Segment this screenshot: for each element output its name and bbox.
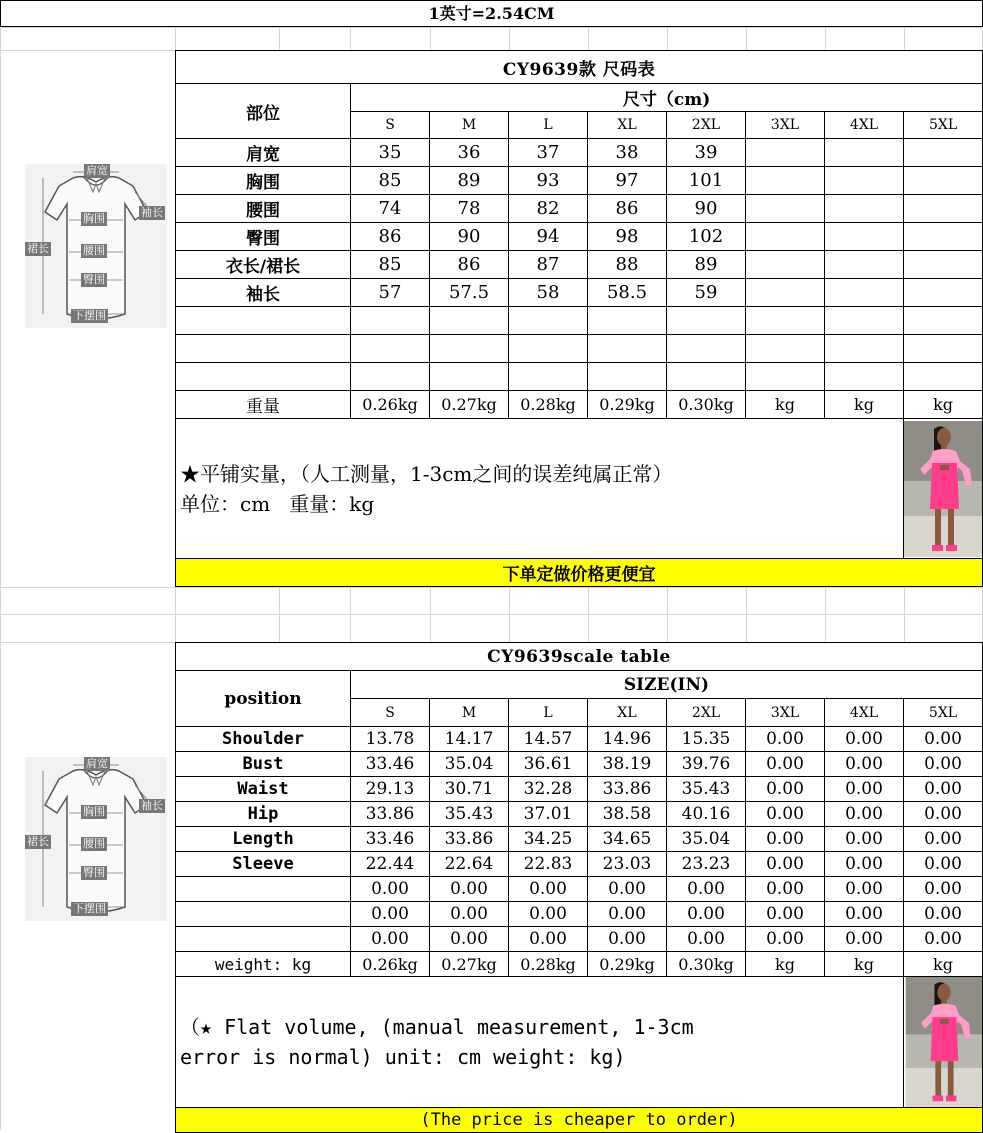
measurement-value bbox=[746, 139, 825, 167]
measurement-value: 88 bbox=[588, 251, 667, 279]
size-chart-cn bbox=[175, 50, 983, 587]
measurement-value: 0.00 bbox=[904, 927, 983, 952]
gridline bbox=[430, 587, 431, 642]
product-photo-cell bbox=[904, 977, 983, 1108]
measurement-value: 0.00 bbox=[825, 877, 904, 902]
measurement-value: 33.46 bbox=[351, 827, 430, 852]
measurement-value: 85 bbox=[351, 251, 430, 279]
measurement-value bbox=[588, 363, 667, 391]
measurement-label bbox=[176, 877, 351, 902]
measurement-value bbox=[746, 307, 825, 335]
size-label: 5XL bbox=[904, 112, 983, 139]
size-chart-en bbox=[175, 642, 983, 1133]
measurement-value: 0.00 bbox=[588, 877, 667, 902]
table-title-row bbox=[176, 643, 983, 671]
table-title-row bbox=[176, 51, 983, 84]
size-header: 尺寸（cm) bbox=[351, 84, 983, 112]
measurement-value: 0.00 bbox=[904, 727, 983, 752]
waist-label: 腰围 bbox=[83, 244, 105, 257]
measurement-value bbox=[904, 279, 983, 307]
measurement-label: Shoulder bbox=[176, 727, 351, 752]
waist-label: 腰围 bbox=[83, 837, 105, 850]
measurement-value bbox=[825, 307, 904, 335]
size-label: S bbox=[351, 699, 430, 727]
measurement-value: 58 bbox=[509, 279, 588, 307]
measurement-label bbox=[176, 335, 351, 363]
measurement-value: 37.01 bbox=[509, 802, 588, 827]
measurement-value: 38.19 bbox=[588, 752, 667, 777]
measurement-value bbox=[904, 139, 983, 167]
gridline bbox=[350, 587, 351, 642]
measurement-label: 胸围 bbox=[176, 167, 351, 195]
measurement-value bbox=[904, 251, 983, 279]
measurement-value: 0.00 bbox=[746, 727, 825, 752]
measurement-row bbox=[176, 752, 983, 777]
measurement-label bbox=[176, 902, 351, 927]
weight-value: 0.29kg bbox=[588, 391, 667, 419]
measurement-value bbox=[904, 307, 983, 335]
measurement-value bbox=[667, 363, 746, 391]
gridline bbox=[0, 587, 983, 588]
measurement-value bbox=[825, 279, 904, 307]
sleeve-label: 袖长 bbox=[141, 206, 163, 219]
measurement-label: Hip bbox=[176, 802, 351, 827]
hip-label: 臀围 bbox=[83, 866, 105, 879]
measurement-label: 袖长 bbox=[176, 279, 351, 307]
measurement-label bbox=[176, 927, 351, 952]
note-row bbox=[176, 977, 983, 1108]
size-label: L bbox=[509, 112, 588, 139]
measurement-value: 94 bbox=[509, 223, 588, 251]
weight-value: 0.29kg bbox=[588, 952, 667, 977]
measurement-value: 34.65 bbox=[588, 827, 667, 852]
weight-label: weight: kg bbox=[176, 952, 351, 977]
measurement-value bbox=[351, 335, 430, 363]
gridline bbox=[825, 587, 826, 642]
measurement-value: 0.00 bbox=[667, 877, 746, 902]
gridline bbox=[509, 587, 510, 642]
model-photo bbox=[904, 977, 983, 1107]
weight-value: 0.27kg bbox=[430, 952, 509, 977]
measurement-value: 58.5 bbox=[588, 279, 667, 307]
table-title: CY9639款 尺码表 bbox=[176, 51, 983, 84]
measurement-row bbox=[176, 279, 983, 307]
measurement-value bbox=[746, 167, 825, 195]
measurement-value: 38.58 bbox=[588, 802, 667, 827]
dress-sketch-en bbox=[25, 757, 167, 921]
measurement-value: 0.00 bbox=[351, 902, 430, 927]
measurement-value: 38 bbox=[588, 139, 667, 167]
measurement-label: Bust bbox=[176, 752, 351, 777]
measurement-value: 0.00 bbox=[904, 802, 983, 827]
weight-value: 0.28kg bbox=[509, 391, 588, 419]
gridline bbox=[746, 587, 747, 642]
measurement-value: 36.61 bbox=[509, 752, 588, 777]
measurement-value bbox=[746, 195, 825, 223]
measurement-value: 89 bbox=[667, 251, 746, 279]
measurement-value: 13.78 bbox=[351, 727, 430, 752]
measurement-value: 57.5 bbox=[430, 279, 509, 307]
measurement-row bbox=[176, 335, 983, 363]
measurement-row bbox=[176, 802, 983, 827]
measurement-value bbox=[746, 363, 825, 391]
size-label: 4XL bbox=[825, 112, 904, 139]
measurement-value bbox=[509, 363, 588, 391]
measurement-row bbox=[176, 727, 983, 752]
measurement-value bbox=[667, 307, 746, 335]
product-photo-cell bbox=[904, 419, 983, 559]
measurement-value: 35.43 bbox=[430, 802, 509, 827]
weight-value: kg bbox=[825, 391, 904, 419]
weight-value: kg bbox=[904, 391, 983, 419]
measurement-value: 89 bbox=[430, 167, 509, 195]
measurement-note bbox=[176, 977, 904, 1108]
gridline bbox=[175, 587, 176, 642]
measurement-value: 87 bbox=[509, 251, 588, 279]
measurement-row bbox=[176, 927, 983, 952]
gridline bbox=[0, 27, 1, 50]
measurement-value: 22.83 bbox=[509, 852, 588, 877]
measurement-row bbox=[176, 167, 983, 195]
measurement-value bbox=[825, 335, 904, 363]
size-label: XL bbox=[588, 699, 667, 727]
measurement-value bbox=[825, 363, 904, 391]
hip-label: 臀围 bbox=[83, 273, 105, 286]
measurement-value: 98 bbox=[588, 223, 667, 251]
measurement-value: 35 bbox=[351, 139, 430, 167]
measurement-value: 0.00 bbox=[746, 927, 825, 952]
measurement-value: 0.00 bbox=[825, 902, 904, 927]
weight-value: kg bbox=[825, 952, 904, 977]
measurement-label: 衣长/裙长 bbox=[176, 251, 351, 279]
measurement-value bbox=[509, 307, 588, 335]
measurement-value: 0.00 bbox=[825, 777, 904, 802]
note-line-2: error is normal) unit: cm weight: kg) bbox=[180, 1045, 626, 1069]
measurement-value: 35.04 bbox=[667, 827, 746, 852]
measurement-value: 59 bbox=[667, 279, 746, 307]
measurement-value: 29.13 bbox=[351, 777, 430, 802]
gridline bbox=[825, 27, 826, 50]
unit-conversion-note: 1英寸=2.54CM bbox=[0, 0, 983, 27]
measurement-value bbox=[509, 335, 588, 363]
measurement-value bbox=[825, 195, 904, 223]
measurement-value: 0.00 bbox=[904, 877, 983, 902]
gridline bbox=[588, 587, 589, 642]
footer-row bbox=[176, 1108, 983, 1133]
shoulder-label: 肩宽 bbox=[86, 164, 108, 177]
measurement-value: 0.00 bbox=[746, 752, 825, 777]
measurement-value: 37 bbox=[509, 139, 588, 167]
gridline bbox=[904, 587, 905, 642]
gridline bbox=[0, 50, 1, 1130]
hem-label: 下摆围 bbox=[73, 902, 106, 915]
footer-row bbox=[176, 559, 983, 587]
measurement-value: 0.00 bbox=[588, 927, 667, 952]
measurement-value bbox=[430, 307, 509, 335]
measurement-value: 0.00 bbox=[746, 802, 825, 827]
gridline bbox=[667, 587, 668, 642]
measurement-label: 臀围 bbox=[176, 223, 351, 251]
shoulder-label: 肩宽 bbox=[86, 757, 108, 770]
weight-value: kg bbox=[746, 391, 825, 419]
measurement-value: 97 bbox=[588, 167, 667, 195]
weight-row bbox=[176, 391, 983, 419]
measurement-value: 33.86 bbox=[588, 777, 667, 802]
measurement-value: 86 bbox=[351, 223, 430, 251]
measurement-value: 0.00 bbox=[746, 777, 825, 802]
gridline bbox=[904, 27, 905, 50]
size-label: 4XL bbox=[825, 699, 904, 727]
size-label: 3XL bbox=[746, 699, 825, 727]
measurement-value: 22.44 bbox=[351, 852, 430, 877]
measurement-value: 0.00 bbox=[825, 852, 904, 877]
size-label: 5XL bbox=[904, 699, 983, 727]
measurement-value: 0.00 bbox=[588, 902, 667, 927]
measurement-value bbox=[746, 251, 825, 279]
weight-value: 0.26kg bbox=[351, 391, 430, 419]
weight-row bbox=[176, 952, 983, 977]
measurement-label: Sleeve bbox=[176, 852, 351, 877]
measurement-value: 101 bbox=[667, 167, 746, 195]
measurement-value: 0.00 bbox=[746, 827, 825, 852]
gridline bbox=[175, 27, 176, 50]
measurement-value: 0.00 bbox=[351, 877, 430, 902]
note-line-1: ★平铺实量，（人工测量，1-3cm之间的误差纯属正常） bbox=[180, 461, 673, 486]
measurement-value: 33.86 bbox=[430, 827, 509, 852]
measurement-value: 0.00 bbox=[904, 777, 983, 802]
measurement-value: 0.00 bbox=[746, 902, 825, 927]
gridline bbox=[430, 27, 431, 50]
measurement-value: 36 bbox=[430, 139, 509, 167]
size-label: 2XL bbox=[667, 112, 746, 139]
size-label: S bbox=[351, 112, 430, 139]
measurement-value: 35.04 bbox=[430, 752, 509, 777]
measurement-value: 0.00 bbox=[509, 902, 588, 927]
measurement-value bbox=[746, 223, 825, 251]
measurement-value bbox=[667, 335, 746, 363]
measurement-row bbox=[176, 251, 983, 279]
weight-value: 0.30kg bbox=[667, 952, 746, 977]
measurement-value: 30.71 bbox=[430, 777, 509, 802]
measurement-value: 82 bbox=[509, 195, 588, 223]
measurement-value: 0.00 bbox=[351, 927, 430, 952]
measurement-value: 0.00 bbox=[509, 877, 588, 902]
measurement-value: 14.96 bbox=[588, 727, 667, 752]
measurement-value: 85 bbox=[351, 167, 430, 195]
gridline bbox=[350, 27, 351, 50]
measurement-label: 腰围 bbox=[176, 195, 351, 223]
gridline bbox=[588, 27, 589, 50]
measurement-value: 0.00 bbox=[825, 927, 904, 952]
measurement-value: 34.25 bbox=[509, 827, 588, 852]
weight-value: 0.27kg bbox=[430, 391, 509, 419]
measurement-value bbox=[430, 363, 509, 391]
measurement-row bbox=[176, 307, 983, 335]
table-header-row bbox=[176, 84, 983, 112]
gridline bbox=[0, 27, 983, 28]
measurement-value: 57 bbox=[351, 279, 430, 307]
measurement-value: 33.46 bbox=[351, 752, 430, 777]
weight-value: kg bbox=[746, 952, 825, 977]
model-photo bbox=[904, 421, 983, 557]
measurement-row bbox=[176, 852, 983, 877]
table-title: CY9639scale table bbox=[176, 643, 983, 671]
position-header: 部位 bbox=[176, 84, 351, 139]
chest-label: 胸围 bbox=[83, 212, 105, 225]
weight-value: 0.28kg bbox=[509, 952, 588, 977]
measurement-label: Waist bbox=[176, 777, 351, 802]
weight-value: 0.26kg bbox=[351, 952, 430, 977]
measurement-value: 0.00 bbox=[825, 827, 904, 852]
measurement-value bbox=[904, 195, 983, 223]
weight-label: 重量 bbox=[176, 391, 351, 419]
table-header-row bbox=[176, 671, 983, 699]
measurement-label: Length bbox=[176, 827, 351, 852]
dress-sketch-cn bbox=[25, 164, 167, 328]
measurement-label bbox=[176, 363, 351, 391]
measurement-value: 0.00 bbox=[509, 927, 588, 952]
gridline bbox=[509, 27, 510, 50]
hem-label: 下摆围 bbox=[73, 309, 106, 322]
weight-value: 0.30kg bbox=[667, 391, 746, 419]
measurement-value bbox=[351, 363, 430, 391]
chest-label: 胸围 bbox=[83, 805, 105, 818]
measurement-value: 35.43 bbox=[667, 777, 746, 802]
gridline bbox=[279, 587, 280, 642]
measurement-value bbox=[904, 335, 983, 363]
measurement-value bbox=[904, 223, 983, 251]
size-label: M bbox=[430, 112, 509, 139]
measurement-value bbox=[825, 167, 904, 195]
measurement-value: 86 bbox=[588, 195, 667, 223]
measurement-value bbox=[588, 335, 667, 363]
measurement-value bbox=[588, 307, 667, 335]
length-label: 裙长 bbox=[27, 242, 49, 255]
measurement-value bbox=[746, 279, 825, 307]
measurement-value: 0.00 bbox=[825, 727, 904, 752]
size-label: M bbox=[430, 699, 509, 727]
measurement-value: 0.00 bbox=[904, 852, 983, 877]
measurement-value: 32.28 bbox=[509, 777, 588, 802]
measurement-value: 78 bbox=[430, 195, 509, 223]
measurement-value: 93 bbox=[509, 167, 588, 195]
measurement-value: 0.00 bbox=[746, 852, 825, 877]
measurement-value: 39 bbox=[667, 139, 746, 167]
measurement-value: 22.64 bbox=[430, 852, 509, 877]
gridline bbox=[0, 614, 983, 615]
weight-value: kg bbox=[904, 952, 983, 977]
measurement-value: 0.00 bbox=[430, 877, 509, 902]
size-header: SIZE(IN) bbox=[351, 671, 983, 699]
measurement-value: 0.00 bbox=[904, 902, 983, 927]
measurement-value: 33.86 bbox=[351, 802, 430, 827]
measurement-value: 0.00 bbox=[430, 902, 509, 927]
measurement-row bbox=[176, 877, 983, 902]
measurement-value bbox=[746, 335, 825, 363]
size-label: L bbox=[509, 699, 588, 727]
gridline bbox=[279, 27, 280, 50]
measurement-value: 40.16 bbox=[667, 802, 746, 827]
measurement-value: 0.00 bbox=[904, 752, 983, 777]
measurement-value bbox=[825, 251, 904, 279]
gridline bbox=[667, 27, 668, 50]
measurement-row bbox=[176, 195, 983, 223]
measurement-value: 15.35 bbox=[667, 727, 746, 752]
measurement-note bbox=[176, 419, 904, 559]
gridline bbox=[746, 27, 747, 50]
measurement-value: 39.76 bbox=[667, 752, 746, 777]
measurement-value: 102 bbox=[667, 223, 746, 251]
measurement-value: 74 bbox=[351, 195, 430, 223]
measurement-value: 90 bbox=[667, 195, 746, 223]
measurement-value bbox=[351, 307, 430, 335]
measurement-value: 0.00 bbox=[667, 927, 746, 952]
measurement-value bbox=[825, 139, 904, 167]
size-label: 3XL bbox=[746, 112, 825, 139]
measurement-value: 86 bbox=[430, 251, 509, 279]
measurement-value: 0.00 bbox=[904, 827, 983, 852]
measurement-value: 23.23 bbox=[667, 852, 746, 877]
measurement-label bbox=[176, 307, 351, 335]
measurement-row bbox=[176, 139, 983, 167]
measurement-value: 90 bbox=[430, 223, 509, 251]
order-price-banner: 下单定做价格更便宜 bbox=[176, 559, 983, 587]
measurement-label: 肩宽 bbox=[176, 139, 351, 167]
measurement-value: 0.00 bbox=[667, 902, 746, 927]
note-line-1: （★ Flat volume, (manual measurement, 1-3cm bbox=[180, 1015, 694, 1039]
measurement-row bbox=[176, 223, 983, 251]
note-row bbox=[176, 419, 983, 559]
measurement-row bbox=[176, 777, 983, 802]
sleeve-label: 袖长 bbox=[141, 799, 163, 812]
measurement-value bbox=[430, 335, 509, 363]
measurement-value: 14.17 bbox=[430, 727, 509, 752]
measurement-row bbox=[176, 363, 983, 391]
order-price-banner: (The price is cheaper to order) bbox=[176, 1108, 983, 1133]
size-label: XL bbox=[588, 112, 667, 139]
measurement-value bbox=[825, 223, 904, 251]
measurement-value: 14.57 bbox=[509, 727, 588, 752]
size-label: 2XL bbox=[667, 699, 746, 727]
length-label: 裙长 bbox=[27, 835, 49, 848]
position-header: position bbox=[176, 671, 351, 727]
measurement-value bbox=[904, 167, 983, 195]
note-line-2: 单位：cm 重量：kg bbox=[180, 491, 375, 516]
measurement-value: 0.00 bbox=[430, 927, 509, 952]
measurement-value bbox=[904, 363, 983, 391]
measurement-row bbox=[176, 902, 983, 927]
measurement-row bbox=[176, 827, 983, 852]
measurement-value: 0.00 bbox=[825, 752, 904, 777]
measurement-value: 23.03 bbox=[588, 852, 667, 877]
measurement-value: 0.00 bbox=[746, 877, 825, 902]
measurement-value: 0.00 bbox=[825, 802, 904, 827]
